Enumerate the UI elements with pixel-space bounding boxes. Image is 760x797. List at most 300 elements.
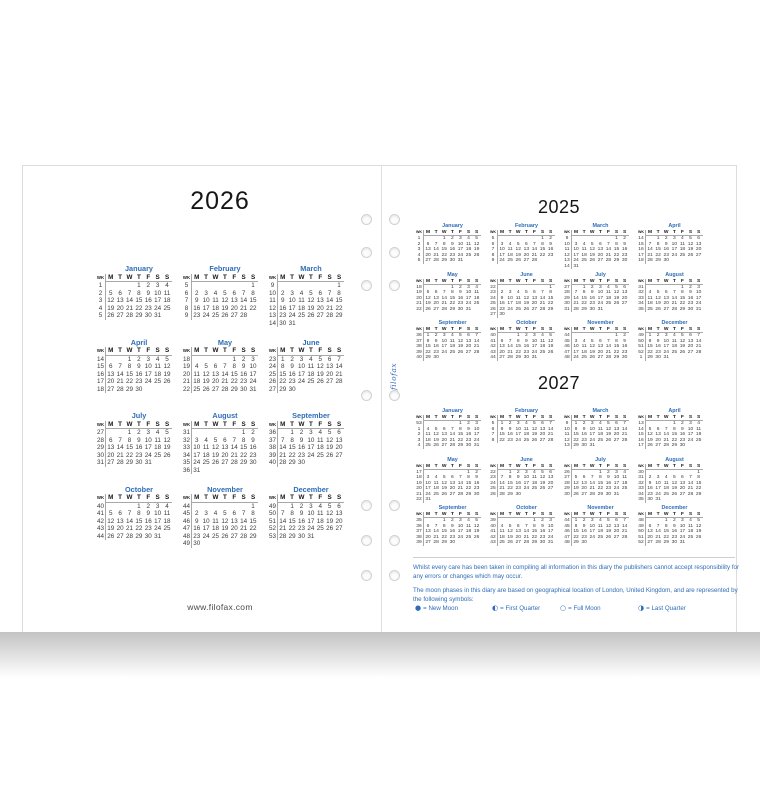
day-cell: 16	[473, 480, 480, 486]
day-cell: 24	[425, 491, 431, 497]
day-cell: 29	[547, 306, 554, 312]
day-cell: 22	[425, 349, 431, 355]
day-cell: 8	[442, 241, 446, 247]
day-header-cell: M	[646, 415, 654, 421]
day-cell: 15	[547, 295, 554, 301]
day-cell: 21	[433, 252, 439, 258]
day-cell: 7	[280, 510, 285, 517]
month-title: June	[520, 271, 533, 278]
day-cell: 3	[533, 333, 536, 339]
week-number-cell: 1	[415, 427, 424, 432]
day-cell: 31	[695, 306, 702, 312]
day-cell: 23	[279, 312, 287, 319]
day-cell	[686, 497, 694, 502]
day-cell	[316, 459, 325, 467]
day-cell: 21	[433, 534, 439, 540]
day-cell: 7	[118, 436, 122, 444]
day-cell: 7	[672, 290, 676, 296]
month-calendar	[563, 320, 629, 369]
day-cell: 4	[155, 429, 160, 436]
day-header-cell: T	[432, 415, 440, 421]
day-header-cell: S	[473, 512, 481, 518]
day-cell: 6	[524, 241, 528, 247]
day-cell: 24	[507, 306, 513, 312]
day-header-cell: T	[432, 464, 440, 470]
day-header-cell: T	[448, 327, 456, 333]
day-header-cell: W	[298, 494, 305, 501]
day-cell: 15	[425, 344, 431, 350]
day-cell: 26	[425, 306, 431, 312]
day-header-cell: S	[153, 421, 162, 430]
week-number-cell: 40	[415, 355, 424, 360]
day-header-cell: T	[220, 421, 229, 430]
day-cell: 9	[241, 363, 246, 370]
day-cell: 29	[597, 491, 604, 497]
day-cell: 20	[433, 301, 439, 307]
day-cell: 10	[193, 444, 201, 451]
week-number-header-cell: WK	[415, 512, 424, 518]
day-cell: 10	[307, 510, 315, 517]
day-cell: 9	[251, 436, 255, 444]
day-header-cell: F	[456, 327, 464, 333]
day-cell: 17	[457, 247, 464, 253]
day-cell: 25	[605, 301, 612, 307]
day-cell: 29	[249, 532, 257, 540]
day-cell	[278, 282, 287, 290]
day-header-cell: S	[612, 512, 620, 518]
day-cell: 27	[107, 385, 115, 393]
day-cell: 8	[426, 338, 430, 344]
day-cell: 19	[107, 525, 115, 532]
day-cell: 28	[433, 540, 439, 546]
day-cell: 11	[465, 241, 472, 247]
day-cell	[695, 258, 703, 263]
day-cell: 15	[457, 432, 464, 438]
day-cell: 13	[621, 290, 628, 296]
day-cell: 18	[507, 252, 513, 258]
day-cell: 14	[621, 426, 628, 432]
week-number-header-cell: WK	[637, 512, 646, 518]
day-cell: 1	[656, 236, 660, 242]
week-number-cell: 28	[563, 481, 572, 486]
day-cell: 15	[125, 370, 133, 378]
day-cell: 23	[647, 491, 653, 497]
day-cell: 20	[335, 517, 343, 525]
day-cell: 13	[116, 297, 124, 304]
day-cell: 5	[223, 510, 227, 517]
week-number-cell: 18	[637, 258, 646, 263]
day-cell: 15	[507, 480, 513, 486]
day-cell: 15	[279, 370, 287, 378]
day-cell	[506, 312, 514, 317]
month-grid	[563, 230, 629, 269]
week-number-cell: 4	[96, 305, 106, 313]
day-cell	[230, 540, 239, 548]
day-cell	[334, 386, 343, 394]
binder-hole	[361, 280, 372, 291]
day-cell: 8	[574, 426, 578, 432]
day-cell: 7	[524, 523, 528, 529]
day-cell	[115, 282, 124, 290]
day-cell: 27	[465, 349, 472, 355]
day-cell: 17	[154, 517, 162, 525]
day-cell: 13	[107, 370, 115, 378]
day-header-cell: S	[464, 512, 472, 518]
day-header-cell: S	[248, 421, 257, 430]
week-number-cell: 52	[268, 525, 276, 532]
day-cell: 13	[613, 523, 620, 529]
week-number-header-cell: WK	[637, 279, 646, 285]
day-cell	[162, 386, 171, 394]
day-cell: 18	[539, 344, 546, 350]
day-cell: 20	[539, 432, 546, 438]
day-cell: 23	[144, 304, 152, 312]
day-cell: 17	[515, 432, 521, 438]
day-cell: 22	[507, 486, 513, 492]
day-header-cell: F	[530, 464, 538, 470]
month-grid	[637, 327, 703, 361]
day-cell	[538, 312, 546, 317]
week-number-cell: 53	[415, 421, 424, 426]
day-cell	[588, 540, 596, 545]
day-cell: 8	[681, 290, 684, 296]
day-header-cell: M	[646, 512, 654, 518]
day-cell: 4	[475, 284, 478, 290]
week-number-cell: 31	[563, 307, 572, 312]
day-cell: 14	[116, 444, 124, 451]
day-cell: 29	[135, 312, 143, 319]
week-number-cell: 46	[563, 344, 572, 349]
day-cell	[473, 540, 481, 545]
day-header-cell: T	[670, 279, 678, 285]
day-header-cell: S	[621, 327, 629, 333]
day-cell: 25	[425, 443, 431, 449]
month-title: May	[447, 456, 458, 463]
day-cell: 29	[288, 459, 296, 466]
day-cell: 3	[574, 241, 578, 247]
day-cell: 25	[307, 378, 315, 385]
day-cell: 22	[679, 301, 686, 307]
day-header-cell: W	[515, 327, 521, 332]
day-header-cell: T	[201, 274, 210, 283]
day-cell: 17	[193, 451, 201, 459]
day-header-cell: W	[663, 512, 669, 517]
day-cell: 20	[465, 344, 472, 350]
day-cell: 3	[155, 282, 160, 289]
day-cell: 17	[425, 486, 431, 492]
day-cell: 23	[621, 349, 628, 355]
day-cell	[522, 492, 530, 497]
day-cell	[316, 320, 325, 328]
day-cell: 14	[473, 338, 480, 344]
day-cell: 5	[590, 338, 594, 344]
day-cell: 24	[531, 349, 538, 355]
month-calendar	[268, 264, 344, 338]
day-header-cell: T	[654, 415, 662, 421]
day-cell: 28	[621, 437, 628, 443]
day-cell: 24	[297, 378, 305, 385]
day-cell: 8	[516, 338, 520, 344]
day-cell: 22	[663, 534, 669, 540]
day-cell: 29	[425, 355, 431, 361]
day-cell: 11	[523, 426, 529, 432]
day-cell: 2	[664, 236, 668, 242]
day-cell: 5	[426, 290, 430, 296]
day-cell: 19	[163, 444, 171, 451]
day-cell: 13	[695, 241, 702, 247]
day-cell: 3	[615, 469, 618, 475]
week-number-cell: 50	[268, 510, 276, 517]
day-header-cell: M	[646, 464, 654, 470]
week-number-cell: 18	[182, 355, 190, 363]
day-cell: 11	[647, 295, 653, 301]
day-header-cell: M	[278, 347, 287, 356]
day-cell: 9	[146, 510, 151, 517]
week-number-cell: 15	[637, 432, 646, 437]
day-cell: 3	[664, 333, 668, 339]
month-title: February	[209, 264, 241, 273]
day-header-cell: W	[663, 463, 669, 469]
day-cell: 3	[146, 355, 151, 363]
day-cell: 20	[655, 437, 661, 443]
day-header-cell: M	[192, 421, 201, 430]
day-cell: 26	[211, 459, 219, 466]
day-cell: 7	[127, 510, 132, 517]
day-cell	[547, 492, 555, 497]
week-number-cell: 21	[182, 378, 190, 385]
day-cell: 19	[163, 370, 171, 378]
day-cell: 12	[107, 517, 115, 525]
day-cell: 25	[581, 258, 587, 264]
week-number-cell: 19	[415, 481, 424, 486]
day-header-cell: M	[192, 274, 201, 283]
week-number-cell: 26	[563, 470, 572, 475]
day-cell: 14	[240, 517, 248, 525]
day-cell: 7	[656, 523, 660, 529]
day-header-cell: T	[115, 274, 124, 283]
day-cell	[695, 540, 703, 545]
month-title: January	[442, 408, 463, 414]
week-number-header-cell: WK	[415, 464, 424, 470]
day-cell	[106, 282, 115, 290]
day-cell: 3	[697, 284, 700, 290]
day-cell: 23	[135, 451, 143, 459]
day-cell: 22	[655, 252, 661, 258]
week-number-cell: 5	[182, 282, 192, 290]
day-cell: 12	[671, 480, 678, 486]
day-cell: 22	[240, 451, 248, 459]
week-number-header-cell: WK	[563, 279, 572, 285]
day-cell: 9	[194, 517, 199, 525]
day-cell: 12	[515, 247, 521, 253]
day-cell: 28	[605, 258, 612, 264]
day-cell: 22	[695, 486, 702, 492]
day-header-cell: S	[334, 347, 343, 356]
day-cell: 16	[144, 517, 152, 525]
day-header-cell: S	[464, 279, 472, 285]
day-cell: 10	[507, 295, 513, 301]
day-header-cell: S	[464, 464, 472, 470]
day-cell: 6	[223, 436, 227, 444]
binder-hole	[389, 247, 400, 258]
day-header-cell: M	[572, 279, 580, 285]
day-cell: 30	[663, 258, 669, 264]
day-cell: 2	[656, 333, 660, 339]
day-header-cell: W	[589, 230, 595, 235]
day-cell: 2	[623, 236, 626, 242]
day-cell: 5	[672, 475, 676, 481]
day-header-cell: T	[506, 279, 514, 285]
day-cell	[596, 443, 604, 448]
day-cell: 1	[681, 284, 684, 290]
day-cell: 8	[290, 510, 294, 517]
day-header-cell: W	[515, 415, 521, 420]
month-title: December	[661, 505, 688, 511]
day-cell: 30	[144, 532, 152, 540]
day-header-cell: S	[547, 415, 555, 421]
day-cell: 21	[125, 304, 133, 312]
day-cell: 14	[621, 523, 628, 529]
day-cell: 1	[508, 469, 512, 475]
day-cell	[530, 312, 538, 317]
day-cell: 19	[457, 344, 464, 350]
day-cell: 13	[425, 247, 431, 253]
day-cell	[514, 312, 522, 317]
day-cell: 13	[499, 344, 505, 350]
day-cell: 25	[449, 349, 456, 355]
day-cell	[248, 540, 257, 548]
day-cell: 6	[697, 236, 700, 242]
week-number-header-cell: WK	[637, 464, 646, 470]
binder-hole	[389, 535, 400, 546]
week-number-cell: 26	[489, 307, 498, 312]
day-cell: 12	[605, 523, 612, 529]
day-cell: 11	[202, 444, 210, 451]
week-number-cell: 8	[182, 305, 192, 313]
day-cell	[604, 540, 612, 545]
day-header-cell: M	[498, 415, 506, 421]
week-number-cell: 27	[563, 285, 572, 290]
day-cell: 15	[581, 295, 587, 301]
day-cell: 13	[316, 297, 324, 304]
day-header-cell: T	[596, 415, 604, 421]
month-title: December	[661, 320, 688, 326]
day-cell: 1	[127, 355, 132, 363]
day-header-cell: T	[522, 279, 530, 285]
day-cell: 1	[251, 282, 255, 289]
day-cell: 25	[154, 451, 162, 459]
week-number-cell: 46	[563, 529, 572, 534]
week-number-cell: 50	[637, 529, 646, 534]
day-cell: 3	[549, 518, 552, 524]
day-cell: 19	[539, 480, 546, 486]
day-cell: 19	[202, 378, 210, 385]
day-header-cell: S	[612, 327, 620, 333]
day-cell: 21	[116, 378, 124, 385]
day-cell: 27	[597, 355, 604, 361]
day-cell: 15	[573, 529, 579, 535]
day-cell	[239, 467, 248, 475]
month-grid	[96, 421, 172, 467]
day-cell: 4	[508, 241, 512, 247]
day-cell: 29	[135, 532, 143, 540]
day-cell: 30	[193, 540, 201, 547]
day-cell: 8	[251, 289, 255, 297]
day-cell: 6	[426, 523, 430, 529]
week-number-header-cell: WK	[182, 274, 192, 283]
day-header-cell: W	[441, 415, 447, 420]
day-cell: 28	[125, 312, 133, 319]
day-cell: 17	[473, 432, 480, 438]
day-cell: 27	[230, 532, 238, 540]
day-cell: 25	[523, 437, 530, 443]
day-cell: 16	[679, 432, 686, 438]
day-cell: 19	[605, 432, 612, 438]
month-grid	[563, 415, 629, 449]
day-cell: 17	[144, 370, 152, 378]
month-title: June	[520, 456, 533, 463]
day-cell: 6	[327, 355, 332, 363]
month-title: December	[293, 484, 329, 494]
day-cell: 6	[318, 289, 323, 297]
month-grid	[637, 512, 703, 546]
month-calendar	[415, 457, 481, 506]
day-cell: 12	[679, 338, 686, 344]
day-cell: 28	[125, 532, 133, 540]
day-cell: 1	[137, 282, 141, 289]
day-cell: 3	[467, 284, 470, 290]
day-cell: 5	[434, 426, 438, 432]
day-cell: 18	[425, 437, 431, 443]
day-cell: 31	[655, 497, 661, 503]
day-cell: 16	[663, 247, 669, 253]
day-cell: 23	[473, 486, 480, 492]
month-title: October	[125, 484, 153, 494]
day-cell: 27	[515, 540, 521, 546]
day-cell	[297, 320, 306, 328]
day-header-cell: S	[162, 494, 171, 503]
day-cell: 24	[523, 486, 530, 492]
day-cell: 26	[687, 252, 694, 258]
day-cell: 31	[154, 532, 162, 540]
binder-hole	[389, 214, 400, 225]
day-cell: 27	[621, 301, 628, 307]
day-header-cell: S	[325, 274, 334, 283]
day-cell: 25	[163, 525, 171, 532]
week-number-cell: 5	[415, 258, 424, 263]
day-cell: 29	[441, 540, 447, 546]
day-cell: 8	[582, 290, 586, 296]
day-cell	[325, 459, 334, 467]
day-cell: 20	[515, 534, 521, 540]
day-cell	[596, 264, 604, 269]
day-cell	[306, 320, 315, 328]
week-number-cell: 30	[563, 301, 572, 306]
day-cell: 16	[193, 525, 201, 532]
month-grid	[637, 279, 703, 313]
day-cell: 5	[533, 421, 536, 427]
day-cell	[201, 282, 210, 290]
week-number-cell: 13	[563, 443, 572, 448]
day-cell: 1	[290, 502, 294, 510]
day-cell	[230, 503, 239, 511]
day-cell: 19	[573, 486, 579, 492]
week-number-cell: 7	[182, 297, 192, 305]
day-cell	[201, 503, 210, 511]
day-header-cell: F	[604, 327, 612, 333]
day-cell: 26	[326, 525, 334, 532]
day-cell: 18	[297, 304, 305, 312]
